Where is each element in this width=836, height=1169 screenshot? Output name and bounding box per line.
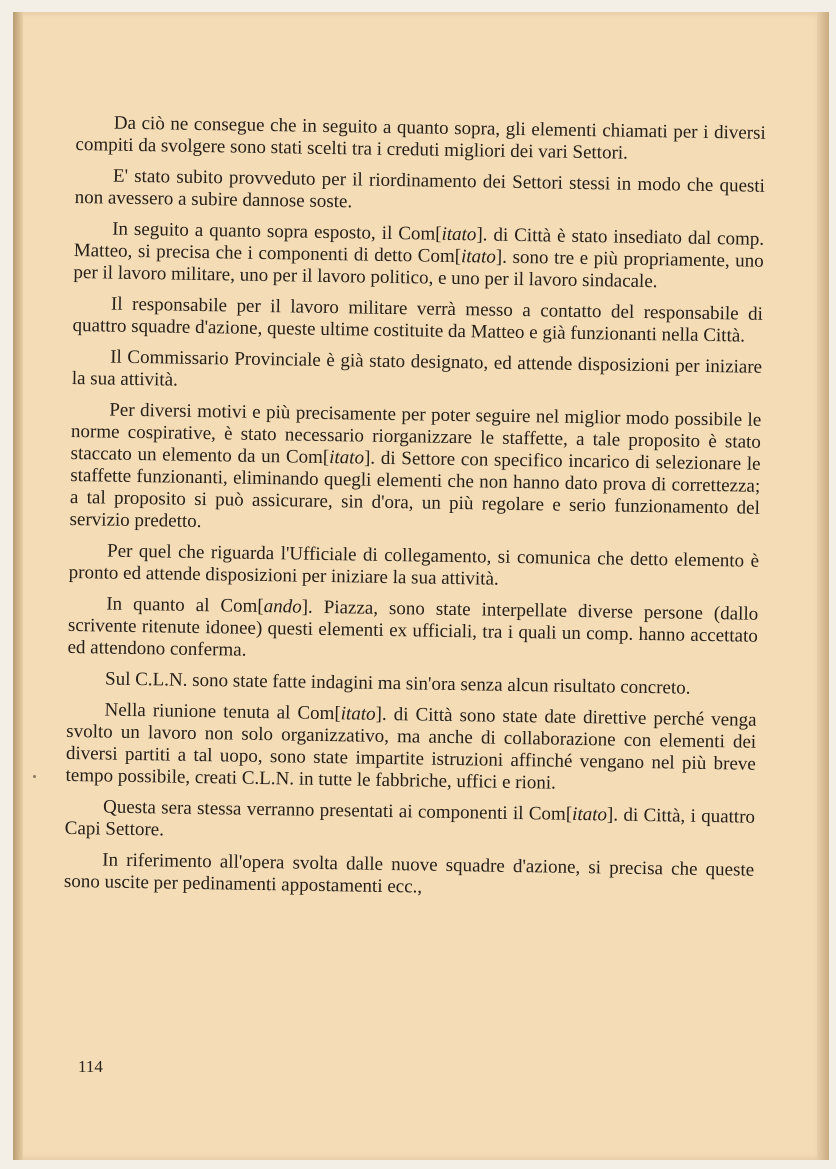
page-edge <box>817 12 829 1160</box>
paragraph: Per diversi motivi e più precisamente per poter seguire nel miglior modo possibile le norme cospirative, è stato necessario riorganizzare le staffette, a tale proposito è stato staccato un elemento da un Com[itato]. di Settore con specifico incarico di selezionare le staffette funzionanti, eliminando quegli elementi che non hanno dato prova di correttezza; a tal proposito si può assicurare, sin d'ora, un più regolare e serio funzionamento del servizio predetto. <box>69 399 762 533</box>
page-gutter-shadow <box>13 12 23 1160</box>
paper-speck <box>33 775 36 778</box>
paragraph: Per quel che riguarda l'Ufficiale di collegamento, si comunica che detto elemento è pronto ed attende disposizioni per iniziare la sua attività. <box>68 540 760 590</box>
paragraph: In seguito a quanto sopra esposto, il Com[itato]. di Città è stato insediato dal comp. Matteo, si precisa che i componenti di detto Com[itato]. sono tre e più propriamente, uno per il lavoro militare, uno per il lavoro politico, e uno per il lavoro sindacale. <box>73 218 765 293</box>
page-number: 114 <box>78 1057 103 1076</box>
paragraph: Questa sera stessa verranno presentati ai componenti il Com[itato]. di Città, i quattro Capi Settore. <box>64 796 756 841</box>
paragraph: Sul C.L.N. sono state fatte indagini ma sin'ora senza alcun risultato concreto. <box>104 668 691 699</box>
paragraph: In quanto al Com[ando]. Piazza, sono state interpellate diverse persone (dallo scrivente ritenute idonee) questi elementi ex ufficiali, tra i quali un comp. hanno accettato ed attendono conferma. <box>67 593 759 661</box>
paragraph: Il responsabile per il lavoro militare verrà messo a contatto del responsabile di quattro squadre d'azione, queste ultime costituite da Matteo e già funzionanti nella Città. <box>72 293 764 347</box>
body-text <box>64 112 766 913</box>
paragraph: Nella riunione tenuta al Com[itato]. di Città sono state date direttive perché venga svolto un lavoro non solo organizzativo, ma anche di collaborazione con elementi dei diversi partiti a tal uopo, sono state impartite istruzioni affinché vengano nel più breve tempo possibile, creati C.L.N. in tutte le fabbriche, uffici e rioni. <box>65 699 757 794</box>
paragraph: E' stato subito provveduto per il riordinamento dei Settori stessi in modo che questi non avessero a subire dannose soste. <box>74 165 766 213</box>
paragraph: Da ciò ne consegue che in seguito a quanto sopra, gli elementi chiamati per i diversi compiti da svolgere sono stati scelti tra i creduti migliori dei vari Settori. <box>75 112 766 164</box>
paragraph: In riferimento all'opera svolta dalle nuove squadre d'azione, si precisa che queste sono uscite per pedinamenti appostamenti ecc., <box>63 849 755 898</box>
paragraph: Il Commissario Provinciale è già stato designato, ed attende disposizioni per iniziare la sua attività. <box>71 346 763 391</box>
